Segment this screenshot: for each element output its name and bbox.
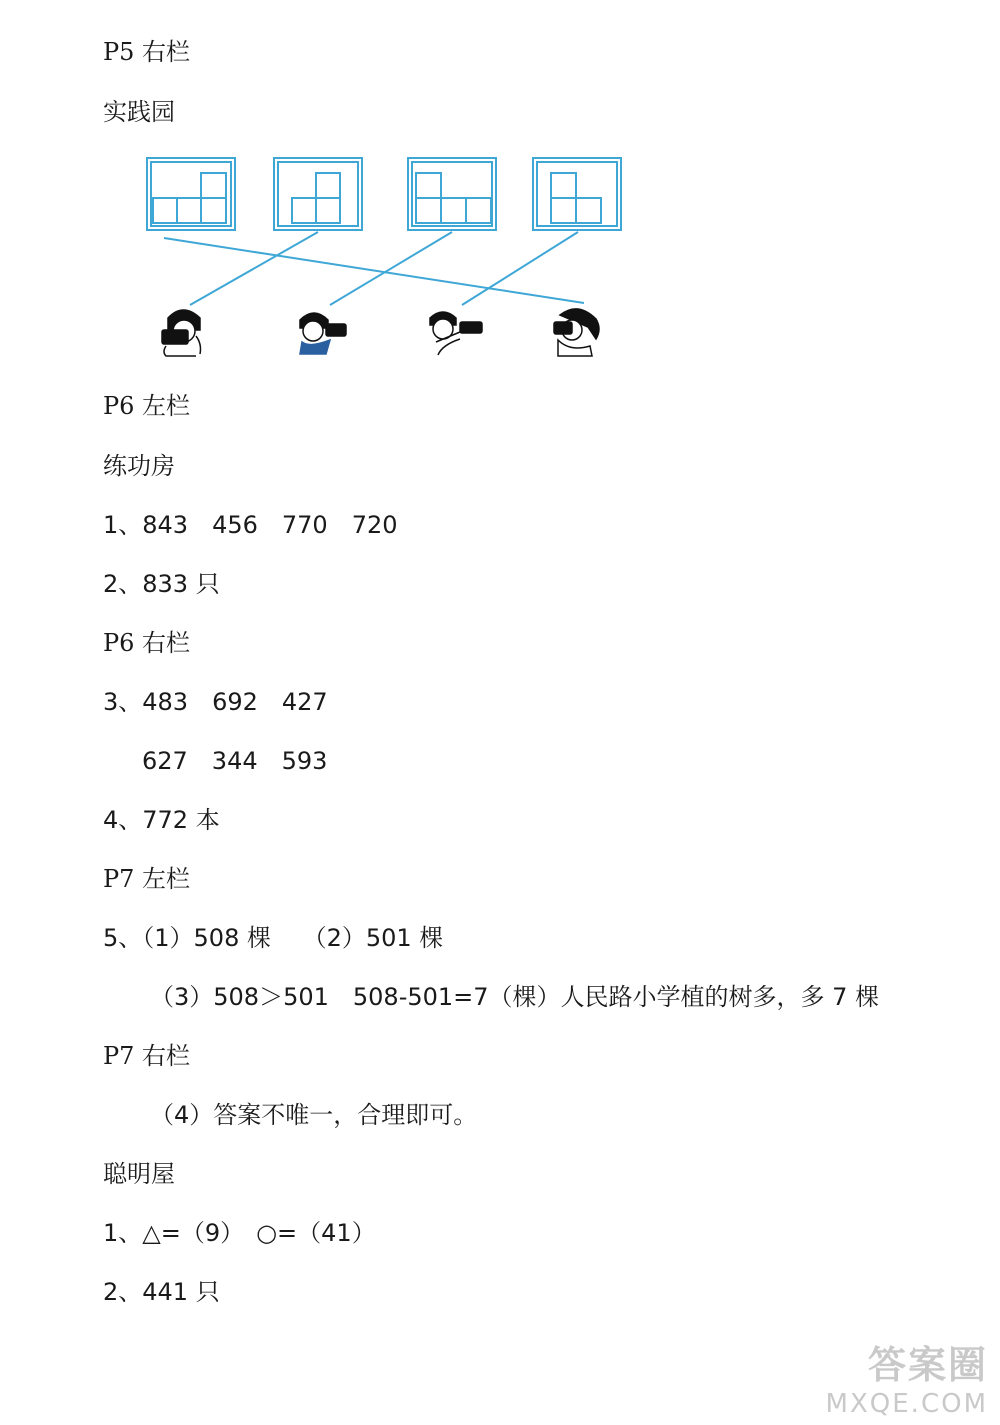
- photographer-1-icon: [162, 310, 201, 356]
- view-panel-4: [533, 158, 621, 230]
- section-heading-p6-right: P6 右栏: [103, 629, 191, 657]
- view-panel-3: [408, 158, 496, 230]
- answer-5-row-1: 5、（1）508 棵 （2）501 棵: [103, 924, 444, 952]
- answer-3-row-1: 3、483 692 427: [103, 688, 328, 716]
- view-panel-2: [274, 158, 362, 230]
- smart-answer-1: 1、△=（9） ○=（41）: [103, 1219, 376, 1247]
- photographer-4-icon: [554, 309, 599, 356]
- answer-2: 2、833 只: [103, 570, 220, 598]
- section-heading-smart-house: 聪明屋: [103, 1160, 175, 1188]
- section-heading-practice-garden: 实践园: [103, 98, 175, 126]
- smart-answer-2: 2、441 只: [103, 1278, 220, 1306]
- photographer-2-icon: [300, 313, 346, 354]
- answer-4: 4、772 本: [103, 806, 220, 834]
- answer-5-row-3: （4）答案不唯一，合理即可。: [150, 1101, 478, 1129]
- section-heading-p7-left: P7 左栏: [103, 865, 191, 893]
- watermark: [826, 1334, 988, 1419]
- watermark-logo: 答案圈: [867, 1343, 988, 1387]
- view-panel-1: [147, 158, 235, 230]
- section-heading-p6-left: P6 左栏: [103, 392, 191, 420]
- answer-3-row-2: 627 344 593: [142, 747, 328, 775]
- section-heading-p7-right: P7 右栏: [103, 1042, 191, 1070]
- answer-1: 1、843 456 770 720: [103, 511, 398, 539]
- photographer-3-icon: [430, 312, 482, 355]
- watermark-site: MXQE.COM: [825, 1389, 988, 1419]
- matching-diagram: [140, 150, 640, 365]
- section-heading-p5-right: P5 右栏: [103, 38, 191, 66]
- section-heading-drill-room: 练功房: [103, 452, 175, 480]
- answer-5-row-2: （3）508＞501 508-501=7（棵）人民路小学植的树多，多 7 棵: [150, 983, 880, 1011]
